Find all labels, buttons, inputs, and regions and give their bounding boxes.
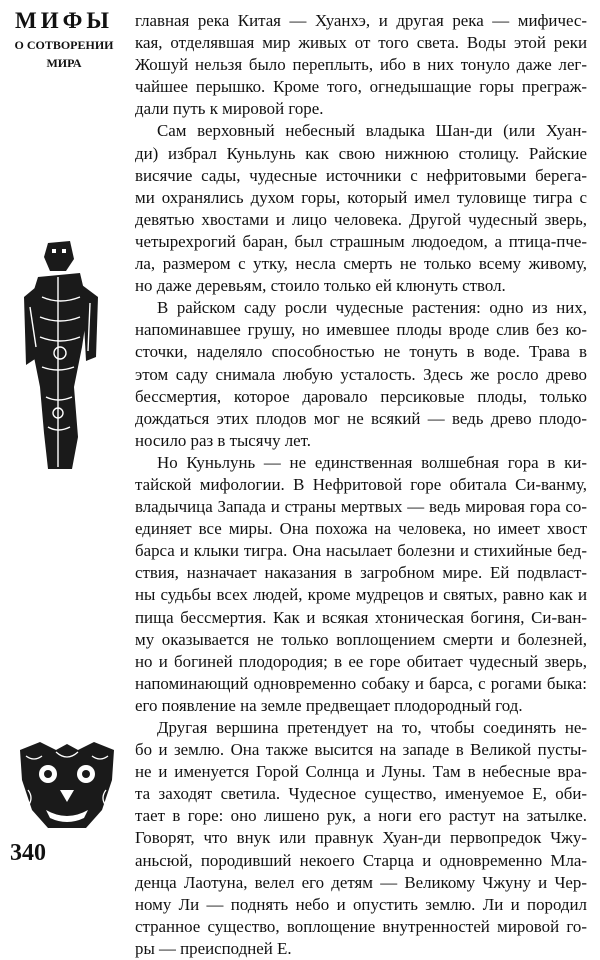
text-line: ствия, назначает наказания в загробном мире. Ей подвласт- bbox=[135, 563, 587, 583]
text-line: странное существо, воплощение внутренностей мировой го- bbox=[135, 916, 587, 936]
text-line: пища бессмертия. Как и всякая хтоническая богиня, Си-ван- bbox=[135, 607, 587, 627]
text-line: ла, размером с утку, несла смерть не только всему живому, bbox=[135, 254, 587, 274]
text-line: но и богиней плодородия; в ее горе обитает чудесный зверь, bbox=[135, 651, 587, 671]
text-line: ры — преисподней Е. bbox=[135, 938, 292, 958]
text-line: барса и клыки тигра. Она насылает болезни и стихийные бед- bbox=[135, 541, 587, 561]
text-line: главная река Китая — Хуанхэ, и другая река — мифичес- bbox=[135, 11, 587, 30]
text-line: не и именуется Горой Солнца и Луны. Там в небесные вра- bbox=[135, 762, 587, 782]
text-line: носило раз в тысячу лет. bbox=[135, 430, 311, 450]
text-line: висячие сады, чудесные источники с нефритовыми берега- bbox=[135, 165, 587, 185]
text-line: Говорят, что внук или правнук Хуан-ди первопредок Чжу- bbox=[135, 828, 587, 848]
text-line: тает в горе: оно лишено рук, а ноги его растут на затылке. bbox=[135, 806, 587, 826]
running-head bbox=[6, 8, 122, 71]
text-line: Сам верховный небесный владыка Шан-ди (или Хуан- bbox=[157, 121, 587, 141]
text-line: денца Лаотуна, велел его детям — Великому Чжуну и Чер- bbox=[135, 872, 587, 892]
running-head-subtitle-1: О СОТВОРЕНИИ bbox=[14, 38, 114, 53]
text-line: Жошуй нельзя было переплыть, ибо в них тонуло даже лег- bbox=[135, 55, 587, 75]
text-line: девятью хвостами и лицо человека. Другой чудесный зверь, bbox=[135, 209, 587, 229]
text-line: напоминавшее грушу, но имевшее плоды вроде слив без ко- bbox=[135, 320, 587, 340]
text-line: ми охранялись духом горы, который имел туловище тигра с bbox=[135, 187, 587, 207]
text-line: но даже деревьям, стоило только ей клюнуть ствол. bbox=[135, 276, 506, 296]
text-line: та заходят светила. Чудесное существо, именуемое Е, оби- bbox=[135, 784, 587, 804]
text-line: ди) избрал Куньлунь как свою нижнюю столицу. Райские bbox=[135, 143, 587, 163]
text-line: аньсюй, породивший некоего Старца и одновременно Мла- bbox=[135, 850, 587, 870]
text-line: кая, отделявшая мир живых от того света. Воды этой реки bbox=[135, 33, 587, 53]
text-line: дождаться этих плодов мог не всякий — ведь древо плодо- bbox=[135, 408, 587, 428]
text-line: бессмертия, которое даровало персиковые плоды, только bbox=[135, 386, 587, 406]
text-line: тайской мифологии. В Нефритовой горе обитала Си-ванму, bbox=[135, 474, 587, 494]
text-line: этом саду снимала любую усталость. Здесь же росло древо bbox=[135, 364, 587, 384]
text-line: Другая вершина претендует на то, чтобы соединять не- bbox=[157, 718, 587, 737]
running-head-subtitle-2: МИРА bbox=[46, 56, 82, 71]
text-line: ны судьбы всех людей, кроме мудрецов и святых, равно как и bbox=[135, 585, 587, 605]
text-line: ному Ли — поднять небо и опустить землю. Ли и породил bbox=[135, 894, 587, 914]
running-head-title: МИФЫ bbox=[15, 8, 113, 33]
text-line: напоминающий одновременно собаку и барса, с рогами быка: bbox=[135, 673, 587, 693]
text-line: бо и землю. Она также высится на западе в Великой пусты- bbox=[135, 740, 587, 760]
text-line: сточки, наделяло способностью не тонуть в воде. Трава в bbox=[135, 342, 587, 362]
page-number: 340 bbox=[10, 840, 46, 866]
body-text bbox=[135, 10, 587, 960]
text-line: чайшее перышко. Кроме того, огнедышащие горы преграж- bbox=[135, 77, 587, 97]
text-line: владычица Запада и страны мертвых — ведь мировая гора со- bbox=[135, 497, 587, 517]
text-line: му оказывается не только воплощением смерти и болезней, bbox=[135, 629, 587, 649]
text-line: Но Куньлунь — не единственная волшебная гора в ки- bbox=[157, 452, 587, 472]
text-line: В райском саду росли чудесные растения: одно из них, bbox=[157, 298, 587, 318]
text-line: четырехрогий баран, был страшным людоедом, а птица-пче- bbox=[135, 231, 587, 251]
deity-figure-illustration bbox=[18, 237, 102, 475]
text-line: дали путь к мировой горе. bbox=[135, 99, 324, 119]
text-line: его появление на земле предвещает плодородный год. bbox=[135, 695, 523, 715]
mask-ornament-illustration bbox=[16, 740, 118, 832]
text-line: единяет все миры. Она похожа на человека, но имеет хвост bbox=[135, 519, 587, 539]
